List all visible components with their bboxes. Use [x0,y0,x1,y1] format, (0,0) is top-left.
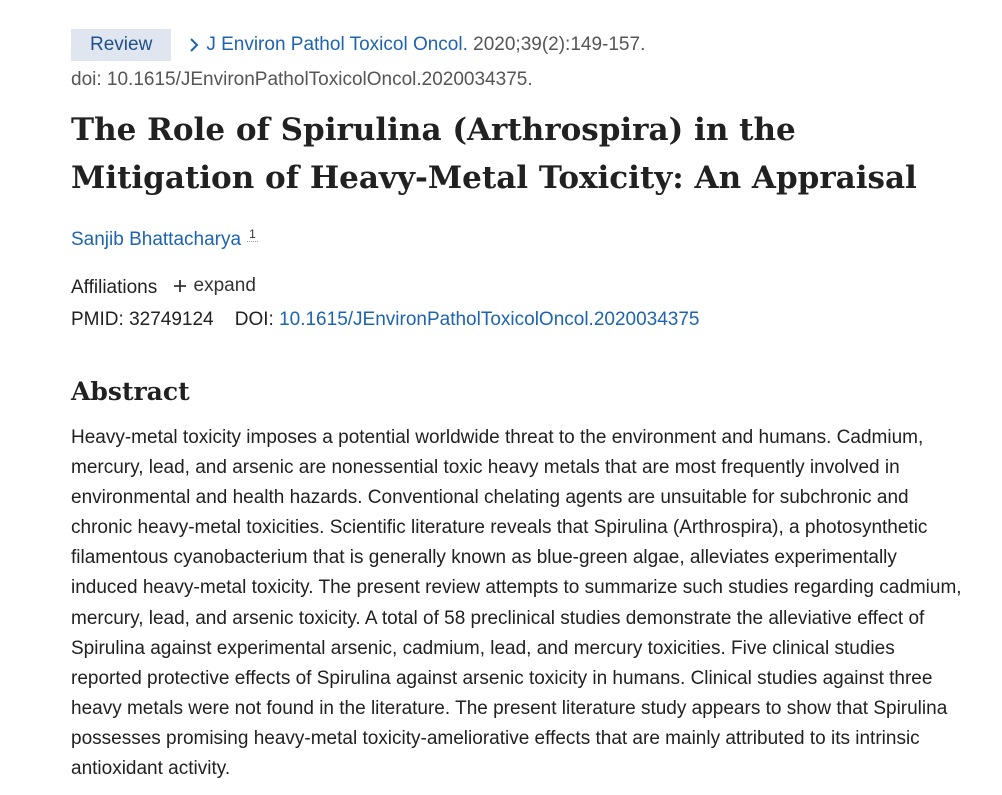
doi-label: DOI: [234,309,274,330]
chevron-right-icon [186,37,202,53]
publication-type-badge: Review [71,29,171,61]
article-page [71,29,971,784]
pmid-label: PMID: [71,309,124,330]
affiliations-row [71,273,971,299]
journal-link[interactable] [186,34,468,56]
abstract-text: Heavy-metal toxicity imposes a potential worldwide threat to the environment and humans. Cadmium, mercury, lead, and arsenic are nonessential toxic heavy metals that are most frequently involved in environmental and health hazards. Conventional chelating agents are unsuitable for subchronic and chronic heavy-metal toxicities. Scientific literature reveals that Spirulina (Arthrospira), a photosynthetic filamentous cyanobacterium that is generally known as blue-green algae, alleviates experimentally induced heavy-metal toxicity. The present review attempts to summarize such studies regarding cadmium, mercury, lead, and arsenic toxicity. A total of 58 preclinical studies demonstrate the alleviative effect of Spirulina against experimental arsenic, cadmium, lead, and mercury toxicities. Five clinical studies reported protective effects of Spirulina against arsenic toxicity in humans. Clinical studies against three heavy metals were not found in the literature. The present literature study appears to show that Spirulina possesses promising heavy-metal toxicity-ameliorative effects that are mainly attributed to its intrinsic antioxidant activity. [71,427,962,780]
author-link[interactable]: Sanjib Bhattacharya [71,229,242,250]
abstract-heading: Abstract [71,377,190,406]
expand-label: expand [193,275,256,296]
affiliations-label: Affiliations [71,277,158,298]
affiliation-number[interactable]: 1 [249,227,256,241]
plus-icon [173,279,187,293]
identifiers-row [71,307,971,333]
article-title: The Role of Spirulina (Arthrospira) in the Mitigation of Heavy-Metal Toxicity: An Appraisal [71,112,917,196]
citation-row [71,29,971,61]
pmid-value: 32749124 [129,309,214,330]
authors-list [71,227,971,253]
journal-name: J Environ Pathol Toxicol Oncol. [206,34,468,55]
doi-link[interactable]: 10.1615/JEnvironPatholToxicolOncol.2020034375 [279,309,700,330]
citation-doi: doi: 10.1615/JEnvironPatholToxicolOncol.2020034375. [71,69,533,90]
expand-affiliations-button[interactable] [173,273,256,299]
citation-details: 2020;39(2):149-157. [473,34,646,55]
